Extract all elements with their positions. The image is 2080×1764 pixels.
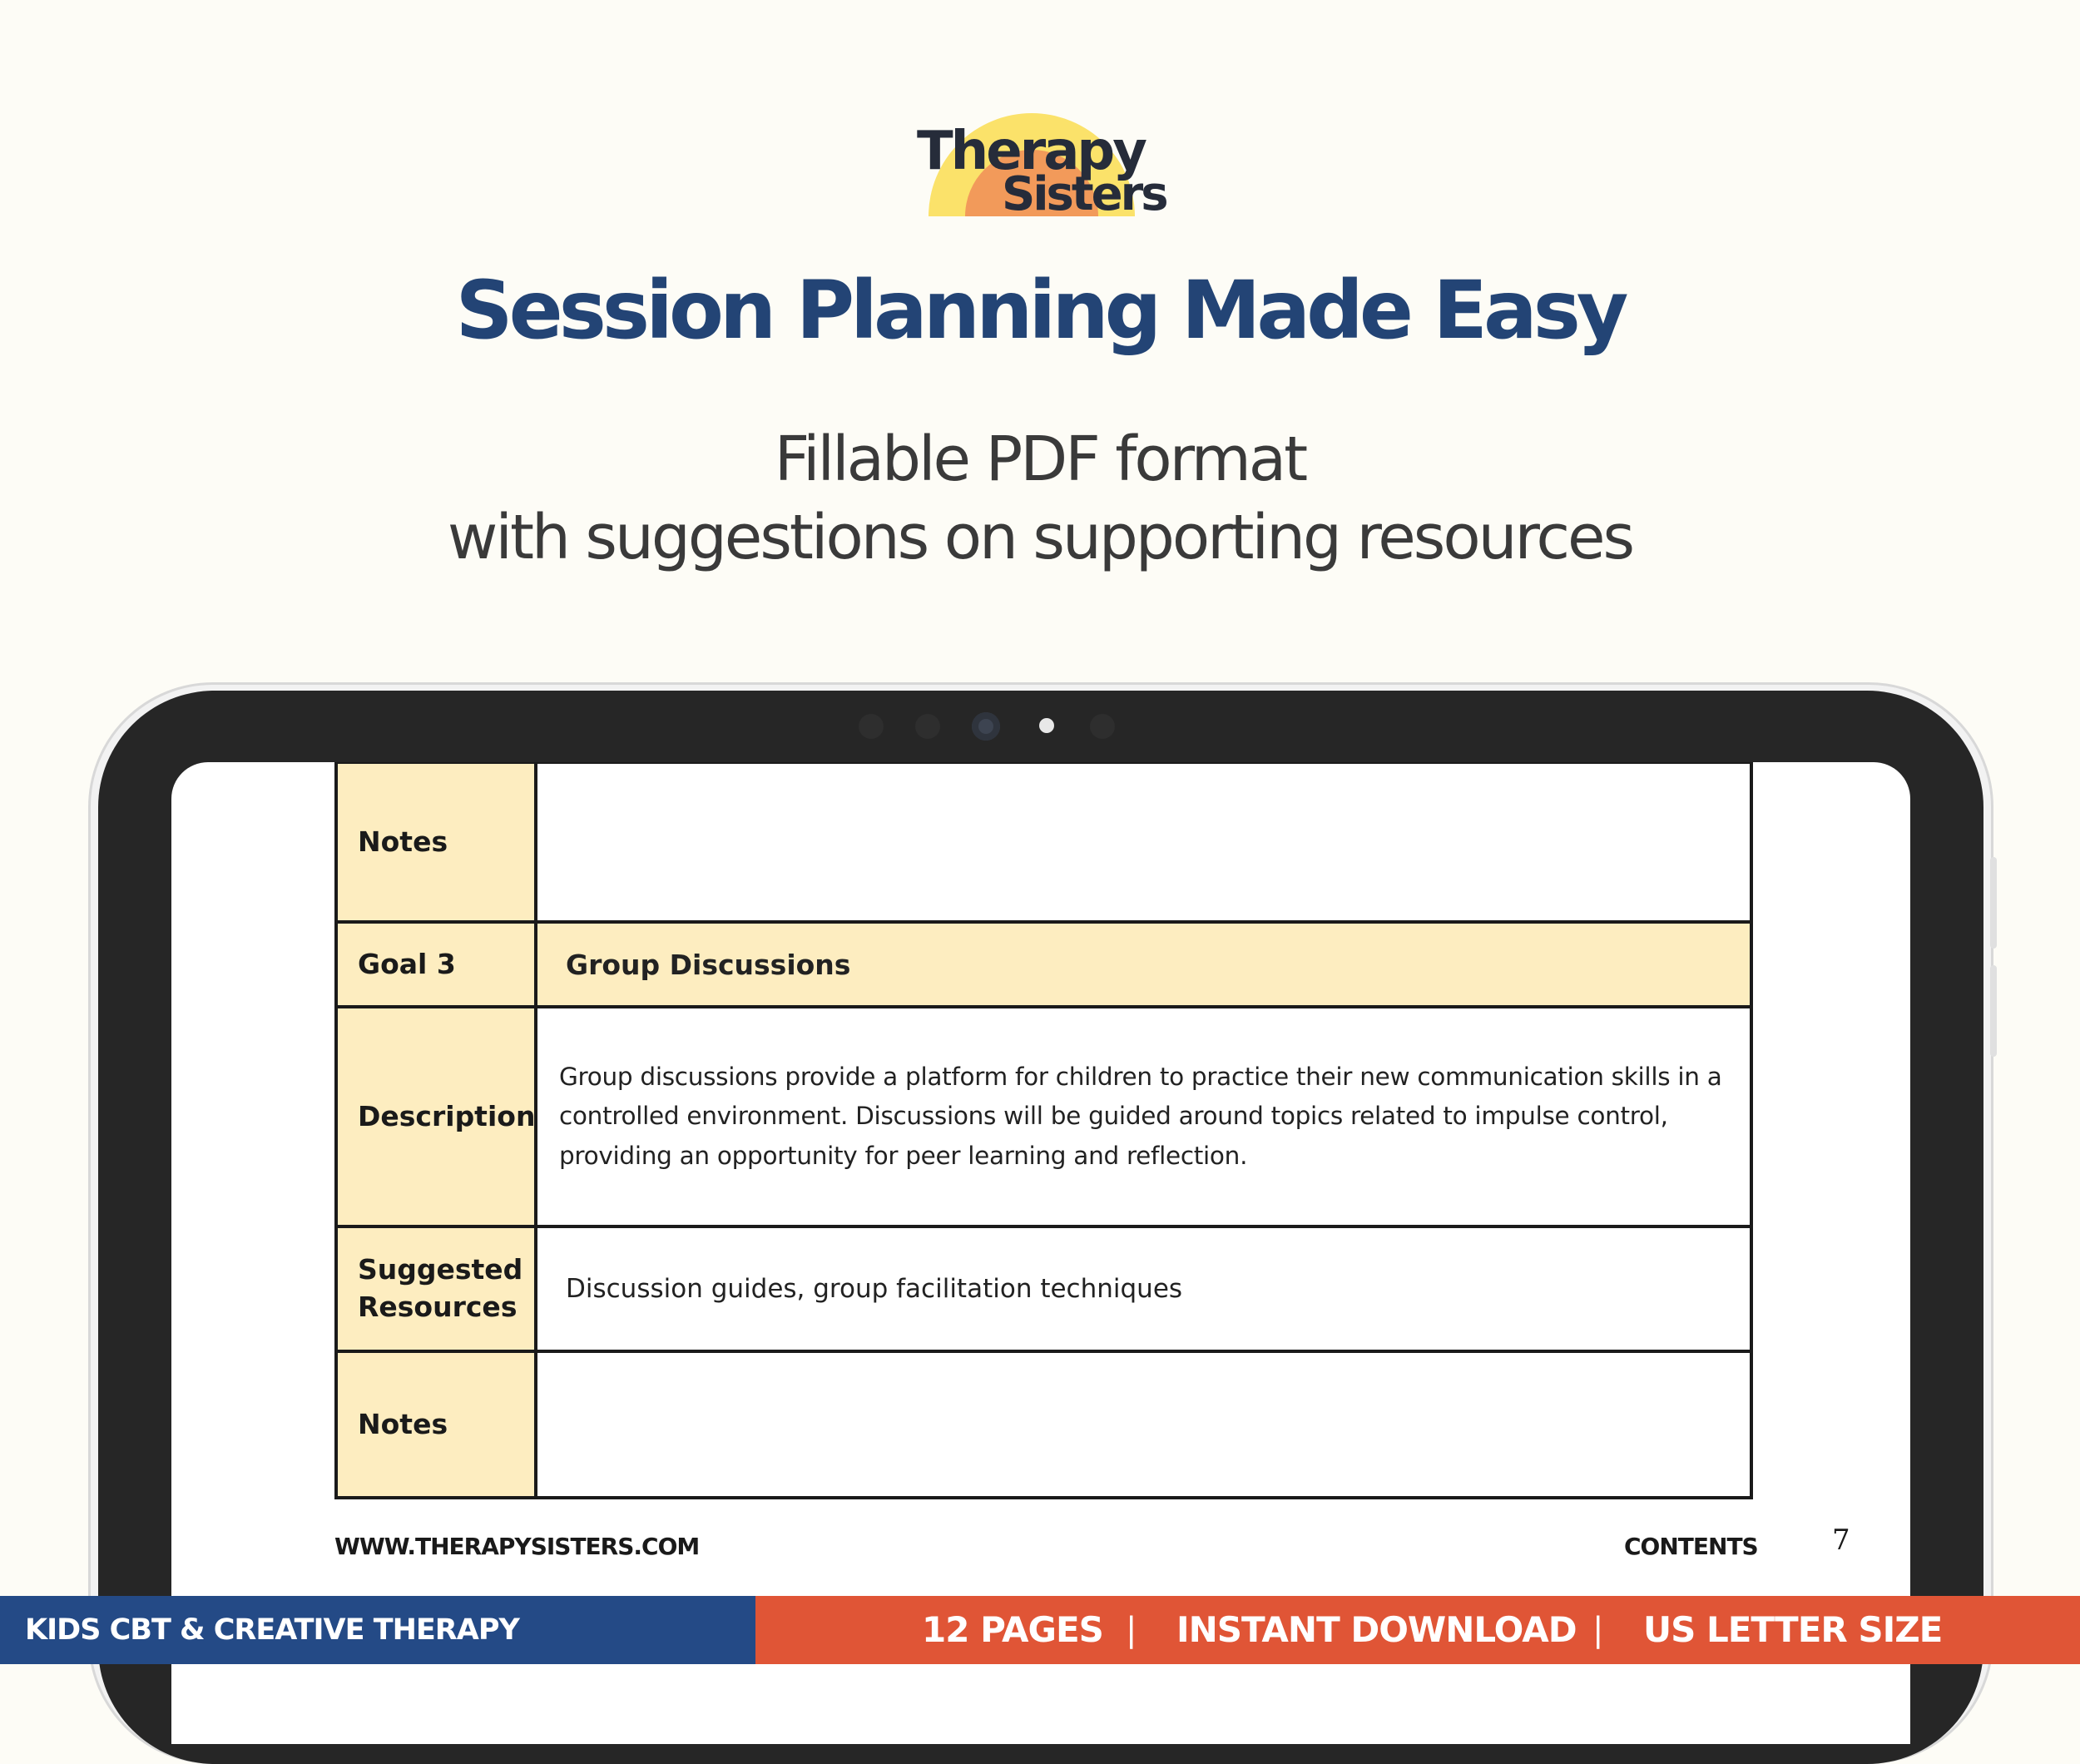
contents-link[interactable]: CONTENTS xyxy=(1624,1533,1758,1560)
website-url: WWW.THERAPYSISTERS.COM xyxy=(334,1533,700,1560)
tablet-side-button xyxy=(1990,965,1997,1057)
row-label: Goal 3 xyxy=(338,924,537,1005)
row-label: Notes xyxy=(338,764,537,920)
page-headline: Session Planning Made Easy xyxy=(455,264,1625,357)
subheadline-line-2: with suggestions on supporting resources xyxy=(447,502,1633,573)
row-label: Suggested Resources xyxy=(338,1228,537,1350)
camera-sensor-icon xyxy=(915,714,940,739)
page-number: 7 xyxy=(1832,1524,1850,1557)
table-row-goal xyxy=(338,924,1750,1005)
notes-field[interactable] xyxy=(537,764,1750,920)
logo-word-therapy: Therapy xyxy=(917,121,1145,182)
camera-lens-icon xyxy=(972,712,1000,741)
feature-size: US LETTER SIZE xyxy=(1643,1609,1943,1650)
row-label: Description xyxy=(338,1008,537,1225)
camera-sensor-icon xyxy=(1090,714,1115,739)
logo-word-sisters: Sisters xyxy=(1002,167,1166,221)
bottom-banner xyxy=(0,1596,2080,1664)
therapy-sisters-logo xyxy=(915,100,1166,221)
goal-field[interactable]: Group Discussions xyxy=(537,924,1750,1005)
table-row-resources xyxy=(338,1228,1750,1350)
table-row-description xyxy=(338,1008,1750,1225)
description-field[interactable]: Group discussions provide a platform for children to practice their new communication skills in a controlled environment. Discussions will be guided around topics related to impulse control, providing an opportunity for peer learning and reflection. xyxy=(559,1063,1722,1170)
feature-pages: 12 PAGES xyxy=(922,1609,1103,1650)
feature-download: INSTANT DOWNLOAD xyxy=(1176,1609,1577,1650)
notes-field[interactable] xyxy=(537,1353,1750,1496)
banner-features xyxy=(755,1596,2080,1664)
table-row-notes xyxy=(338,1353,1750,1496)
subheadline-line-1: Fillable PDF format xyxy=(774,424,1306,495)
feature-separator: | xyxy=(1126,1611,1137,1649)
camera-sensor-icon xyxy=(859,714,884,739)
resources-field[interactable]: Discussion guides, group facilitation techniques xyxy=(566,1274,1183,1304)
table-row-notes xyxy=(338,764,1750,920)
session-plan-table xyxy=(334,762,1753,1499)
feature-separator: | xyxy=(1592,1611,1603,1649)
banner-category: KIDS CBT & CREATIVE THERAPY xyxy=(0,1596,755,1664)
row-label: Notes xyxy=(338,1353,537,1496)
tablet-side-button xyxy=(1990,857,1997,949)
camera-light-icon xyxy=(1039,718,1054,733)
